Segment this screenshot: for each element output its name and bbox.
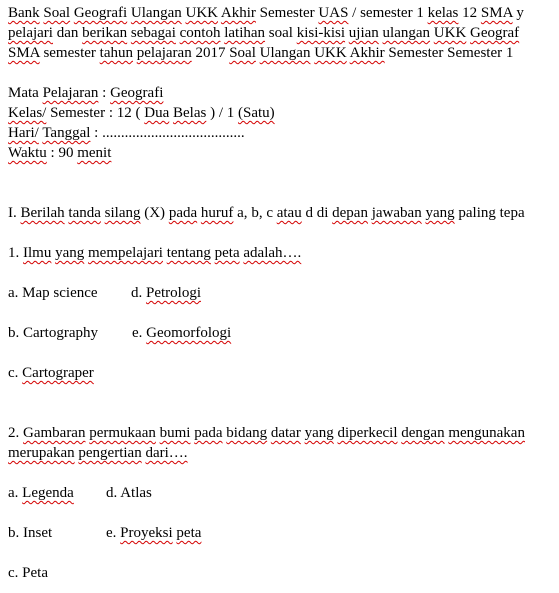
time-field: Waktu : 90 menit — [8, 145, 112, 161]
question-2-text-line-2: merupakan pengertian dari…. — [8, 445, 188, 461]
question-2-option-b: b. Inset — [8, 525, 53, 541]
question-1-option-d: d. Petrologi — [131, 285, 201, 301]
question-2-text-line-1: 2. Gambaran permukaan bumi pada bidang datar yang diperkecil dengan mengunakan — [8, 425, 525, 441]
question-2-option-c: c. Peta — [8, 565, 48, 581]
question-2-option-e: e. Proyeksi peta — [106, 525, 202, 541]
question-1-option-e: e. Geomorfologi — [132, 325, 232, 341]
class-semester-field: Kelas/ Semester : 12 ( Dua Belas ) / 1 (Satu) — [8, 105, 275, 121]
subject-field: Mata Pelajaran : Geografi — [8, 85, 164, 101]
intro-line-3: SMA semester tahun pelajaran 2017 Soal Ulangan UKK Akhir Semester Semester 1 — [8, 45, 514, 61]
question-1-option-b: b. Cartography — [8, 325, 98, 341]
intro-line-2: pelajari dan berikan sebagai contoh latihan soal kisi-kisi ujian ulangan UKK Geograf — [8, 25, 520, 41]
question-1-option-c: c. Cartograper — [8, 365, 94, 381]
question-1-text: 1. Ilmu yang mempelajari tentang peta adalah…. — [8, 245, 302, 261]
question-2-option-a: a. Legenda — [8, 485, 74, 501]
document-body — [8, 0, 559, 593]
question-2-option-d: d. Atlas — [106, 485, 152, 501]
question-1-option-a: a. Map science — [8, 285, 98, 301]
intro-line-1: Bank Soal Geografi Ulangan UKK Akhir Semester UAS / semester 1 kelas 12 SMA y — [8, 5, 524, 21]
instruction-text: I. Berilah tanda silang (X) pada huruf a, b, c atau d di depan jawaban yang paling tepa — [8, 205, 525, 221]
date-field: Hari/ Tanggal : ...................................... — [8, 125, 245, 141]
